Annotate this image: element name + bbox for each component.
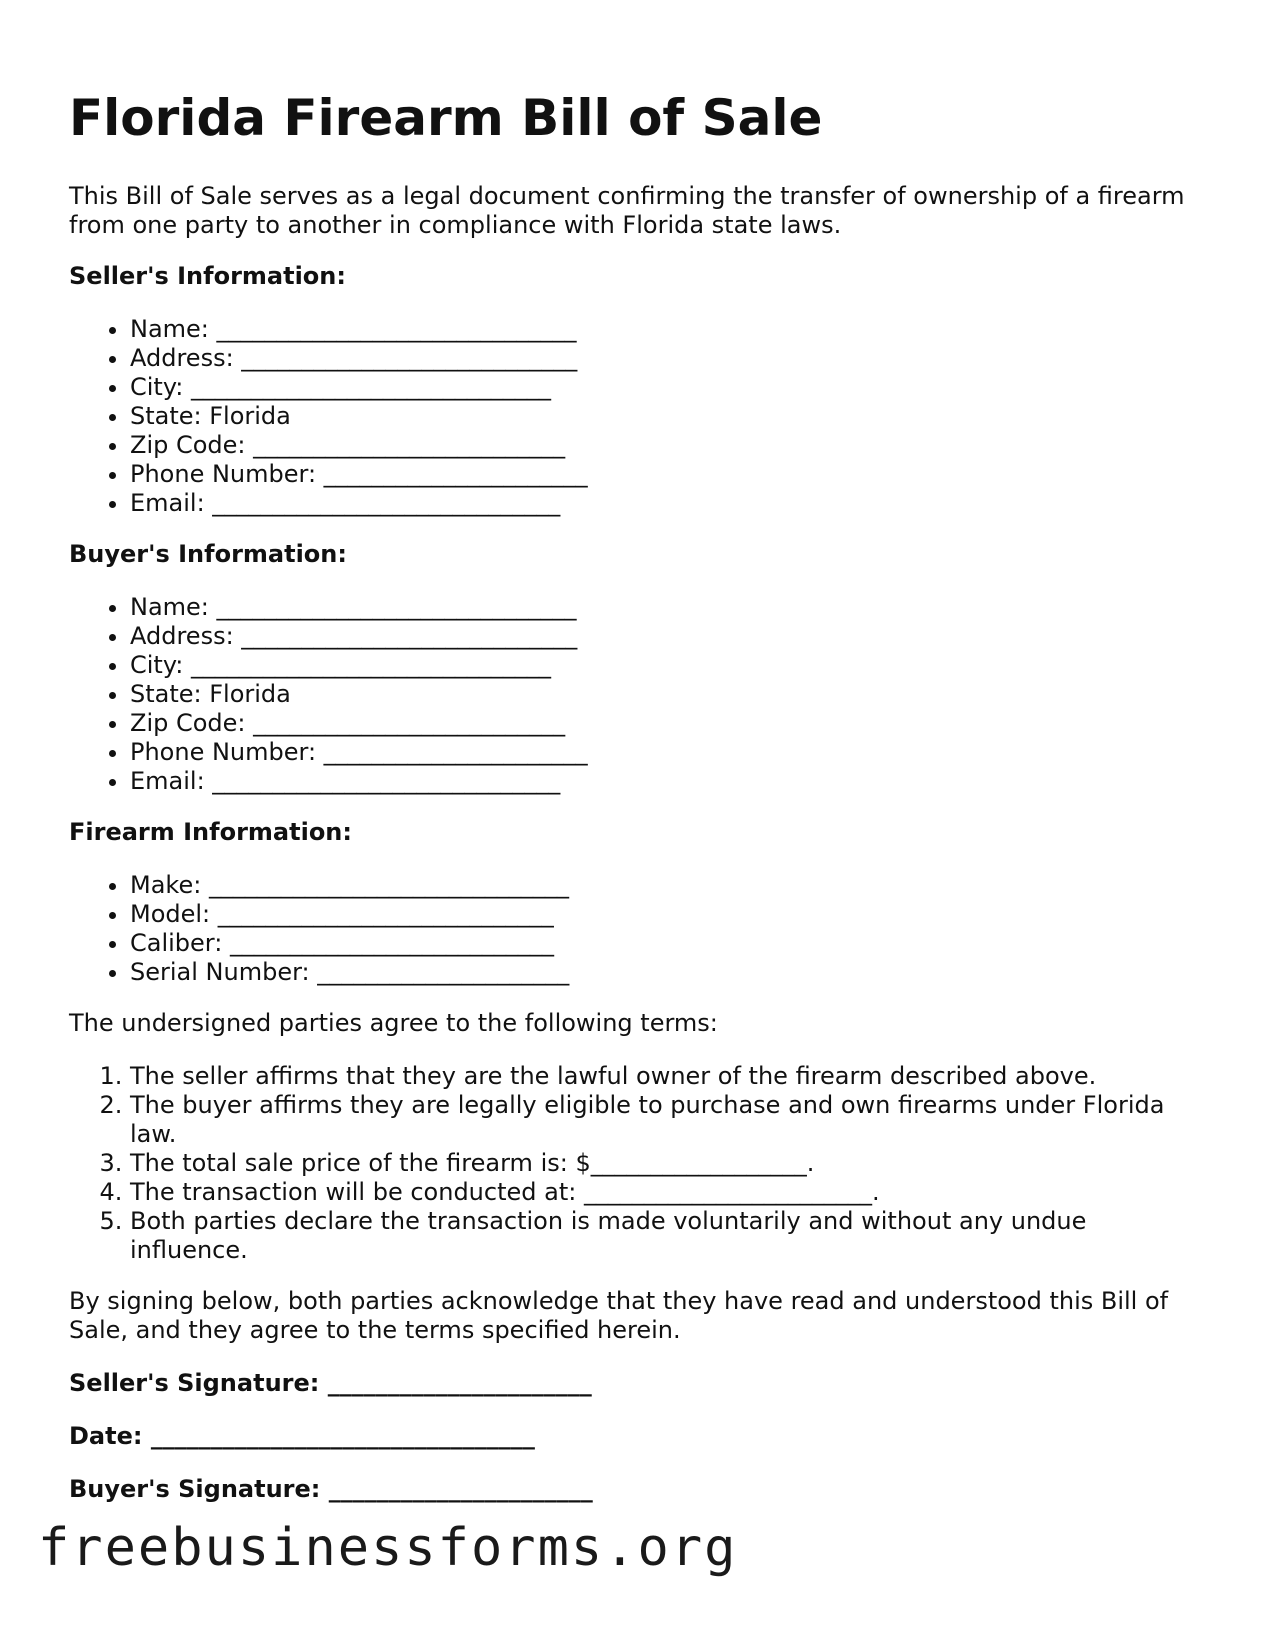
buyer-name-field[interactable]: • Name: ______________________________ bbox=[130, 593, 1199, 622]
seller-zip-field[interactable]: • Zip Code: __________________________ bbox=[130, 431, 1199, 460]
closing-paragraph: By signing below, both parties acknowledge that they have read and understood this Bill of Sale, and they agree to the terms specified herein. bbox=[69, 1287, 1169, 1344]
seller-email-field[interactable]: • Email: _____________________________ bbox=[130, 489, 1199, 518]
intro-paragraph: This Bill of Sale serves as a legal document confirming the transfer of ownership of a firearm from one party to another in compliance with Florida state laws. bbox=[69, 182, 1185, 239]
buyer-zip-field[interactable]: • Zip Code: __________________________ bbox=[130, 709, 1199, 738]
firearm-caliber-field[interactable]: • Caliber: ___________________________ bbox=[130, 929, 1199, 958]
buyer-info-list bbox=[69, 593, 1199, 796]
document-page bbox=[69, 82, 1199, 1528]
buyer-address-field[interactable]: • Address: ____________________________ bbox=[130, 622, 1199, 651]
buyer-signature-label: Buyer's Signature: bbox=[69, 1475, 321, 1503]
terms-intro: The undersigned parties agree to the following terms: bbox=[69, 1009, 718, 1037]
seller-info-list bbox=[69, 315, 1199, 518]
seller-signature-blank[interactable]: ______________________ bbox=[327, 1369, 592, 1397]
buyer-phone-field[interactable]: • Phone Number: ______________________ bbox=[130, 738, 1199, 767]
firearm-make-field[interactable]: • Make: ______________________________ bbox=[130, 871, 1199, 900]
seller-state-field: • State: Florida bbox=[130, 402, 1199, 431]
terms-list bbox=[69, 1062, 1199, 1265]
seller-signature-label: Seller's Signature: bbox=[69, 1369, 320, 1397]
buyer-section-heading: Buyer's Information: bbox=[69, 540, 347, 568]
buyer-signature-line[interactable] bbox=[69, 1475, 1199, 1504]
term-item: 2. The buyer affirms they are legally eligible to purchase and own firearms under Florida law. bbox=[130, 1091, 1199, 1149]
firearm-info-list bbox=[69, 871, 1199, 987]
date-blank[interactable]: ________________________________ bbox=[150, 1422, 535, 1450]
seller-signature-line[interactable] bbox=[69, 1369, 1199, 1398]
term-item: 1. The seller affirms that they are the lawful owner of the firearm described above. bbox=[130, 1062, 1199, 1091]
firearm-model-field[interactable]: • Model: ____________________________ bbox=[130, 900, 1199, 929]
document-title: Florida Firearm Bill of Sale bbox=[69, 89, 823, 147]
firearm-section-heading: Firearm Information: bbox=[69, 818, 352, 846]
firearm-serial-field[interactable]: • Serial Number: _____________________ bbox=[130, 958, 1199, 987]
seller-city-field[interactable]: • City: ______________________________ bbox=[130, 373, 1199, 402]
term-transaction-location[interactable]: 4. The transaction will be conducted at: ________________________. bbox=[130, 1178, 1199, 1207]
seller-phone-field[interactable]: • Phone Number: ______________________ bbox=[130, 460, 1199, 489]
buyer-state-field: • State: Florida bbox=[130, 680, 1199, 709]
term-sale-price[interactable]: 3. The total sale price of the firearm is: $__________________. bbox=[130, 1149, 1199, 1178]
date-line[interactable] bbox=[69, 1422, 1199, 1451]
buyer-city-field[interactable]: • City: ______________________________ bbox=[130, 651, 1199, 680]
buyer-signature-blank[interactable]: ______________________ bbox=[328, 1475, 593, 1503]
seller-name-field[interactable]: • Name: ______________________________ bbox=[130, 315, 1199, 344]
term-item: 5. Both parties declare the transaction is made voluntarily and without any undue influence. bbox=[130, 1207, 1199, 1265]
date-label: Date: bbox=[69, 1422, 143, 1450]
buyer-email-field[interactable]: • Email: _____________________________ bbox=[130, 767, 1199, 796]
site-watermark: freebusinessforms.org bbox=[38, 1518, 738, 1578]
seller-address-field[interactable]: • Address: ____________________________ bbox=[130, 344, 1199, 373]
seller-section-heading: Seller's Information: bbox=[69, 262, 346, 290]
